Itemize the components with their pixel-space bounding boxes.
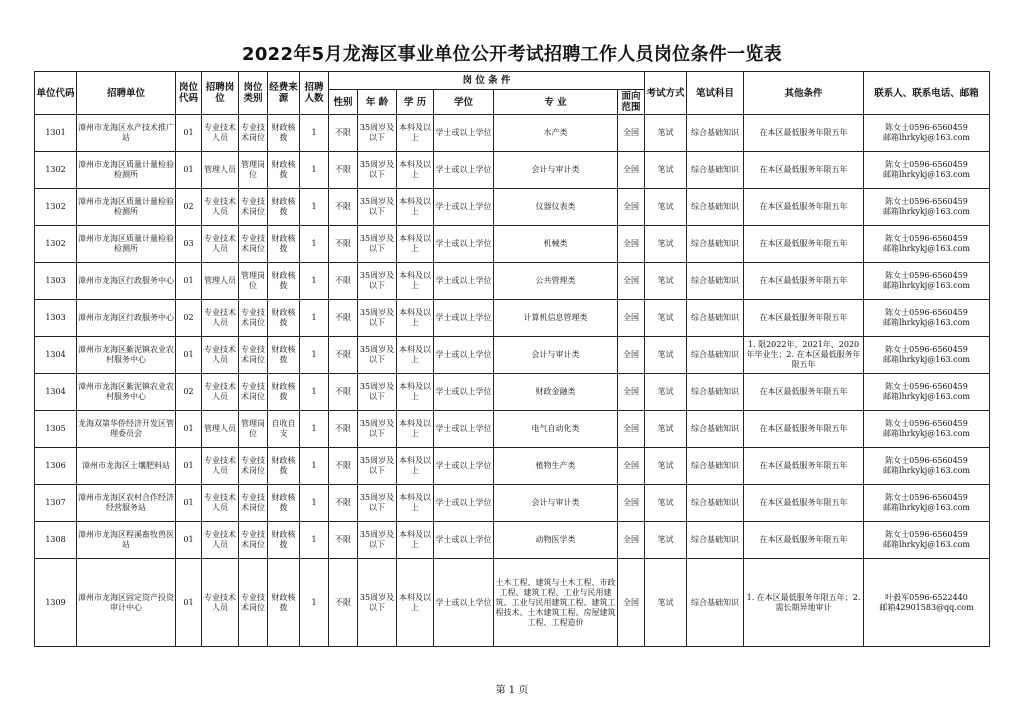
header-contact: 联系人、联系电话、邮箱 [864, 72, 990, 115]
degree-cell: 学士或以上学位 [434, 448, 494, 485]
exam-method-cell: 笔试 [645, 300, 687, 337]
funding-cell: 财政核拨 [268, 374, 300, 411]
unit-code-cell: 1305 [35, 411, 77, 448]
contact-person-phone: 陈女士0596-6560459 [885, 419, 968, 428]
contact-email: 邮箱lhrkykj@163.com [883, 133, 970, 142]
post-code-cell: 01 [176, 115, 202, 152]
contact-person-phone: 陈女士0596-6560459 [885, 493, 968, 502]
table-row [35, 485, 990, 522]
contact-cell [864, 374, 990, 411]
other-conditions-cell: 在本区最低服务年限五年 [744, 115, 864, 152]
unit-code-cell: 1301 [35, 115, 77, 152]
degree-cell: 学士或以上学位 [434, 337, 494, 374]
funding-cell: 财政核拨 [268, 115, 300, 152]
age-cell: 35周岁及以下 [358, 522, 397, 559]
count-cell: 1 [300, 152, 329, 189]
unit-code-cell: 1302 [35, 226, 77, 263]
contact-cell [864, 411, 990, 448]
major-cell: 仪器仪表类 [494, 189, 618, 226]
degree-cell: 学士或以上学位 [434, 300, 494, 337]
funding-cell: 财政核拨 [268, 559, 300, 647]
post-type-cell: 专业技术人员 [202, 337, 239, 374]
exam-method-cell: 笔试 [645, 448, 687, 485]
scope-cell: 全国 [618, 152, 645, 189]
post-type-cell: 专业技术人员 [202, 189, 239, 226]
funding-cell: 财政核拨 [268, 300, 300, 337]
table-body [35, 115, 990, 647]
exam-subject-cell: 综合基础知识 [687, 263, 744, 300]
header-post-code: 岗位代码 [176, 72, 202, 115]
exam-method-cell: 笔试 [645, 152, 687, 189]
post-type-cell: 管理人员 [202, 152, 239, 189]
gender-cell: 不限 [329, 115, 358, 152]
post-type-cell: 专业技术人员 [202, 300, 239, 337]
education-cell: 本科及以上 [397, 448, 434, 485]
header-funding: 经费来源 [268, 72, 300, 115]
contact-email: 邮箱lhrkykj@163.com [883, 355, 970, 364]
unit-name-cell: 漳州市龙海区质量计量检验检测所 [77, 226, 176, 263]
education-cell: 本科及以上 [397, 337, 434, 374]
count-cell: 1 [300, 522, 329, 559]
unit-name-cell: 龙海双第华侨经济开发区管理委员会 [77, 411, 176, 448]
education-cell: 本科及以上 [397, 485, 434, 522]
post-category-cell: 专业技术岗位 [239, 448, 268, 485]
degree-cell: 学士或以上学位 [434, 522, 494, 559]
age-cell: 35周岁及以下 [358, 485, 397, 522]
gender-cell: 不限 [329, 485, 358, 522]
exam-method-cell: 笔试 [645, 411, 687, 448]
unit-code-cell: 1306 [35, 448, 77, 485]
post-code-cell: 01 [176, 448, 202, 485]
unit-code-cell: 1303 [35, 300, 77, 337]
table-row [35, 559, 990, 647]
post-type-cell: 专业技术人员 [202, 522, 239, 559]
other-conditions-cell: 在本区最低服务年限五年 [744, 263, 864, 300]
post-category-cell: 管理岗位 [239, 411, 268, 448]
unit-name-cell: 漳州市龙海区程溪畜牧兽医站 [77, 522, 176, 559]
age-cell: 35周岁及以下 [358, 300, 397, 337]
header-age: 年 龄 [358, 90, 397, 115]
table-row [35, 189, 990, 226]
contact-cell [864, 559, 990, 647]
contact-person-phone: 陈女士0596-6560459 [885, 530, 968, 539]
scope-cell: 全国 [618, 189, 645, 226]
funding-cell: 财政核拨 [268, 263, 300, 300]
exam-method-cell: 笔试 [645, 522, 687, 559]
education-cell: 本科及以上 [397, 411, 434, 448]
header-post-type: 招聘岗位 [202, 72, 239, 115]
funding-cell: 财政核拨 [268, 448, 300, 485]
exam-method-cell: 笔试 [645, 374, 687, 411]
contact-person-phone: 陈女士0596-6560459 [885, 160, 968, 169]
count-cell: 1 [300, 300, 329, 337]
header-exam-method: 考试方式 [645, 72, 687, 115]
post-code-cell: 01 [176, 522, 202, 559]
header-conditions: 岗 位 条 件 [329, 72, 645, 90]
degree-cell: 学士或以上学位 [434, 411, 494, 448]
age-cell: 35周岁及以下 [358, 337, 397, 374]
exam-subject-cell: 综合基础知识 [687, 448, 744, 485]
degree-cell: 学士或以上学位 [434, 559, 494, 647]
exam-method-cell: 笔试 [645, 263, 687, 300]
count-cell: 1 [300, 226, 329, 263]
count-cell: 1 [300, 189, 329, 226]
post-category-cell: 专业技术岗位 [239, 115, 268, 152]
funding-cell: 财政核拨 [268, 485, 300, 522]
count-cell: 1 [300, 374, 329, 411]
post-category-cell: 专业技术岗位 [239, 337, 268, 374]
unit-name-cell: 漳州市龙海区土壤肥料站 [77, 448, 176, 485]
exam-subject-cell: 综合基础知识 [687, 300, 744, 337]
header-count: 招聘人数 [300, 72, 329, 115]
exam-subject-cell: 综合基础知识 [687, 115, 744, 152]
exam-subject-cell: 综合基础知识 [687, 559, 744, 647]
exam-method-cell: 笔试 [645, 226, 687, 263]
major-cell: 植物生产类 [494, 448, 618, 485]
education-cell: 本科及以上 [397, 152, 434, 189]
unit-code-cell: 1308 [35, 522, 77, 559]
exam-subject-cell: 综合基础知识 [687, 337, 744, 374]
other-conditions-cell: 在本区最低服务年限五年 [744, 189, 864, 226]
education-cell: 本科及以上 [397, 522, 434, 559]
education-cell: 本科及以上 [397, 226, 434, 263]
education-cell: 本科及以上 [397, 374, 434, 411]
table-row [35, 115, 990, 152]
contact-email: 邮箱lhrkykj@163.com [883, 318, 970, 327]
contact-email: 邮箱lhrkykj@163.com [883, 540, 970, 549]
header-exam-subject: 笔试科目 [687, 72, 744, 115]
recruitment-table [34, 71, 990, 647]
contact-person-phone: 陈女士0596-6560459 [885, 123, 968, 132]
contact-cell [864, 226, 990, 263]
contact-person-phone: 陈女士0596-6560459 [885, 234, 968, 243]
major-cell: 土木工程、建筑与土木工程、市政工程、建筑工程、工业与民用建筑、工业与民用建筑工程、建筑工程技术、土木建筑工程、房屋建筑工程、工程造价 [494, 559, 618, 647]
unit-name-cell: 漳州市龙海区紫泥镇农业农村服务中心 [77, 374, 176, 411]
table-row [35, 522, 990, 559]
scope-cell: 全国 [618, 263, 645, 300]
count-cell: 1 [300, 411, 329, 448]
header-degree: 学位 [434, 90, 494, 115]
degree-cell: 学士或以上学位 [434, 263, 494, 300]
post-type-cell: 管理人员 [202, 411, 239, 448]
major-cell: 水产类 [494, 115, 618, 152]
degree-cell: 学士或以上学位 [434, 115, 494, 152]
table-row [35, 263, 990, 300]
degree-cell: 学士或以上学位 [434, 189, 494, 226]
gender-cell: 不限 [329, 374, 358, 411]
funding-cell: 财政核拨 [268, 522, 300, 559]
other-conditions-cell: 在本区最低服务年限五年 [744, 374, 864, 411]
gender-cell: 不限 [329, 448, 358, 485]
scope-cell: 全国 [618, 522, 645, 559]
header-unit-name: 招聘单位 [77, 72, 176, 115]
post-type-cell: 专业技术人员 [202, 448, 239, 485]
exam-subject-cell: 综合基础知识 [687, 189, 744, 226]
age-cell: 35周岁及以下 [358, 411, 397, 448]
scope-cell: 全国 [618, 485, 645, 522]
exam-method-cell: 笔试 [645, 189, 687, 226]
header-major: 专 业 [494, 90, 618, 115]
exam-subject-cell: 综合基础知识 [687, 226, 744, 263]
table-row [35, 374, 990, 411]
contact-email: 邮箱lhrkykj@163.com [883, 429, 970, 438]
funding-cell: 财政核拨 [268, 226, 300, 263]
other-conditions-cell: 1. 在本区最低服务年限五年；2. 需长期异地审计 [744, 559, 864, 647]
contact-person-phone: 陈女士0596-6560459 [885, 382, 968, 391]
degree-cell: 学士或以上学位 [434, 226, 494, 263]
unit-code-cell: 1304 [35, 374, 77, 411]
major-cell: 会计与审计类 [494, 152, 618, 189]
contact-email: 邮箱lhrkykj@163.com [883, 466, 970, 475]
exam-method-cell: 笔试 [645, 559, 687, 647]
major-cell: 会计与审计类 [494, 337, 618, 374]
scope-cell: 全国 [618, 374, 645, 411]
contact-cell [864, 485, 990, 522]
scope-cell: 全国 [618, 115, 645, 152]
contact-person-phone: 陈女士0596-6560459 [885, 345, 968, 354]
header-post-category: 岗位类别 [239, 72, 268, 115]
contact-person-phone: 陈女士0596-6560459 [885, 271, 968, 280]
major-cell: 公共管理类 [494, 263, 618, 300]
scope-cell: 全国 [618, 300, 645, 337]
exam-method-cell: 笔试 [645, 485, 687, 522]
other-conditions-cell: 在本区最低服务年限五年 [744, 226, 864, 263]
exam-subject-cell: 综合基础知识 [687, 485, 744, 522]
unit-name-cell: 漳州市龙海区固定资产投资审计中心 [77, 559, 176, 647]
page-number: 第 1 页 [495, 685, 529, 696]
funding-cell: 财政核拨 [268, 337, 300, 374]
major-cell: 会计与审计类 [494, 485, 618, 522]
gender-cell: 不限 [329, 411, 358, 448]
unit-name-cell: 漳州市龙海区质量计量检验检测所 [77, 152, 176, 189]
contact-cell [864, 263, 990, 300]
post-code-cell: 01 [176, 411, 202, 448]
post-category-cell: 专业技术岗位 [239, 522, 268, 559]
unit-code-cell: 1302 [35, 152, 77, 189]
unit-code-cell: 1302 [35, 189, 77, 226]
other-conditions-cell: 在本区最低服务年限五年 [744, 411, 864, 448]
post-code-cell: 02 [176, 374, 202, 411]
contact-cell [864, 300, 990, 337]
exam-method-cell: 笔试 [645, 115, 687, 152]
unit-code-cell: 1309 [35, 559, 77, 647]
education-cell: 本科及以上 [397, 189, 434, 226]
count-cell: 1 [300, 559, 329, 647]
contact-email: 邮箱42901583@qq.com [879, 602, 974, 612]
unit-code-cell: 1307 [35, 485, 77, 522]
age-cell: 35周岁及以下 [358, 374, 397, 411]
table-row [35, 448, 990, 485]
other-conditions-cell: 在本区最低服务年限五年 [744, 448, 864, 485]
count-cell: 1 [300, 263, 329, 300]
contact-cell [864, 522, 990, 559]
education-cell: 本科及以上 [397, 300, 434, 337]
contact-email: 邮箱lhrkykj@163.com [883, 170, 970, 179]
post-category-cell: 专业技术岗位 [239, 189, 268, 226]
post-category-cell: 管理岗位 [239, 152, 268, 189]
gender-cell: 不限 [329, 263, 358, 300]
gender-cell: 不限 [329, 226, 358, 263]
header-unit-code: 单位代码 [35, 72, 77, 115]
header-other: 其他条件 [744, 72, 864, 115]
header-scope: 面向范围 [618, 90, 645, 115]
degree-cell: 学士或以上学位 [434, 374, 494, 411]
unit-name-cell: 漳州市龙海区农村合作经济经营服务站 [77, 485, 176, 522]
unit-code-cell: 1303 [35, 263, 77, 300]
post-code-cell: 01 [176, 337, 202, 374]
funding-cell: 财政核拨 [268, 152, 300, 189]
contact-email: 邮箱lhrkykj@163.com [883, 244, 970, 253]
count-cell: 1 [300, 337, 329, 374]
gender-cell: 不限 [329, 337, 358, 374]
contact-cell [864, 448, 990, 485]
post-code-cell: 01 [176, 263, 202, 300]
post-type-cell: 专业技术人员 [202, 559, 239, 647]
post-code-cell: 01 [176, 485, 202, 522]
post-code-cell: 01 [176, 152, 202, 189]
scope-cell: 全国 [618, 411, 645, 448]
scope-cell: 全国 [618, 559, 645, 647]
contact-cell [864, 152, 990, 189]
post-category-cell: 专业技术岗位 [239, 300, 268, 337]
post-category-cell: 专业技术岗位 [239, 485, 268, 522]
contact-cell [864, 115, 990, 152]
age-cell: 35周岁及以下 [358, 448, 397, 485]
other-conditions-cell: 在本区最低服务年限五年 [744, 300, 864, 337]
scope-cell: 全国 [618, 337, 645, 374]
gender-cell: 不限 [329, 152, 358, 189]
age-cell: 35周岁及以下 [358, 559, 397, 647]
post-code-cell: 02 [176, 300, 202, 337]
post-category-cell: 管理岗位 [239, 263, 268, 300]
post-category-cell: 专业技术岗位 [239, 226, 268, 263]
contact-person-phone: 叶毅军0596-6522440 [885, 592, 968, 602]
gender-cell: 不限 [329, 189, 358, 226]
post-type-cell: 专业技术人员 [202, 374, 239, 411]
contact-person-phone: 陈女士0596-6560459 [885, 308, 968, 317]
exam-subject-cell: 综合基础知识 [687, 522, 744, 559]
header-gender: 性别 [329, 90, 358, 115]
other-conditions-cell: 在本区最低服务年限五年 [744, 485, 864, 522]
major-cell: 动物医学类 [494, 522, 618, 559]
other-conditions-cell: 1. 限2022年、2021年、2020年毕业生；2. 在本区最低服务年限五年 [744, 337, 864, 374]
major-cell: 机械类 [494, 226, 618, 263]
age-cell: 35周岁及以下 [358, 263, 397, 300]
gender-cell: 不限 [329, 300, 358, 337]
document-title: 2022年5月龙海区事业单位公开考试招聘工作人员岗位条件一览表 [242, 44, 782, 65]
contact-cell [864, 189, 990, 226]
scope-cell: 全国 [618, 226, 645, 263]
exam-method-cell: 笔试 [645, 337, 687, 374]
unit-name-cell: 漳州市龙海区行政服务中心 [77, 263, 176, 300]
contact-email: 邮箱lhrkykj@163.com [883, 503, 970, 512]
degree-cell: 学士或以上学位 [434, 152, 494, 189]
exam-subject-cell: 综合基础知识 [687, 152, 744, 189]
post-code-cell: 02 [176, 189, 202, 226]
table-row [35, 337, 990, 374]
contact-person-phone: 陈女士0596-6560459 [885, 456, 968, 465]
major-cell: 财政金融类 [494, 374, 618, 411]
education-cell: 本科及以上 [397, 559, 434, 647]
unit-name-cell: 漳州市龙海区水产技术推广站 [77, 115, 176, 152]
contact-email: 邮箱lhrkykj@163.com [883, 281, 970, 290]
age-cell: 35周岁及以下 [358, 115, 397, 152]
funding-cell: 自收自支 [268, 411, 300, 448]
exam-subject-cell: 综合基础知识 [687, 374, 744, 411]
post-type-cell: 管理人员 [202, 263, 239, 300]
post-category-cell: 专业技术岗位 [239, 374, 268, 411]
scope-cell: 全国 [618, 448, 645, 485]
contact-email: 邮箱lhrkykj@163.com [883, 207, 970, 216]
contact-cell [864, 337, 990, 374]
count-cell: 1 [300, 448, 329, 485]
unit-name-cell: 漳州市龙海区质量计量检验检测所 [77, 189, 176, 226]
age-cell: 35周岁及以下 [358, 226, 397, 263]
table-row [35, 152, 990, 189]
education-cell: 本科及以上 [397, 115, 434, 152]
age-cell: 35周岁及以下 [358, 152, 397, 189]
other-conditions-cell: 在本区最低服务年限五年 [744, 522, 864, 559]
unit-code-cell: 1304 [35, 337, 77, 374]
major-cell: 计算机信息管理类 [494, 300, 618, 337]
contact-person-phone: 陈女士0596-6560459 [885, 197, 968, 206]
age-cell: 35周岁及以下 [358, 189, 397, 226]
degree-cell: 学士或以上学位 [434, 485, 494, 522]
post-type-cell: 专业技术人员 [202, 115, 239, 152]
gender-cell: 不限 [329, 522, 358, 559]
header-education: 学 历 [397, 90, 434, 115]
table-row [35, 300, 990, 337]
count-cell: 1 [300, 115, 329, 152]
gender-cell: 不限 [329, 559, 358, 647]
funding-cell: 财政核拨 [268, 189, 300, 226]
post-code-cell: 03 [176, 226, 202, 263]
exam-subject-cell: 综合基础知识 [687, 411, 744, 448]
education-cell: 本科及以上 [397, 263, 434, 300]
other-conditions-cell: 在本区最低服务年限五年 [744, 152, 864, 189]
unit-name-cell: 漳州市龙海区紫泥镇农业农村服务中心 [77, 337, 176, 374]
post-code-cell: 01 [176, 559, 202, 647]
table-row [35, 411, 990, 448]
unit-name-cell: 漳州市龙海区行政服务中心 [77, 300, 176, 337]
post-type-cell: 专业技术人员 [202, 226, 239, 263]
contact-email: 邮箱lhrkykj@163.com [883, 392, 970, 401]
major-cell: 电气自动化类 [494, 411, 618, 448]
post-category-cell: 专业技术岗位 [239, 559, 268, 647]
post-type-cell: 专业技术人员 [202, 485, 239, 522]
count-cell: 1 [300, 485, 329, 522]
table-row [35, 226, 990, 263]
